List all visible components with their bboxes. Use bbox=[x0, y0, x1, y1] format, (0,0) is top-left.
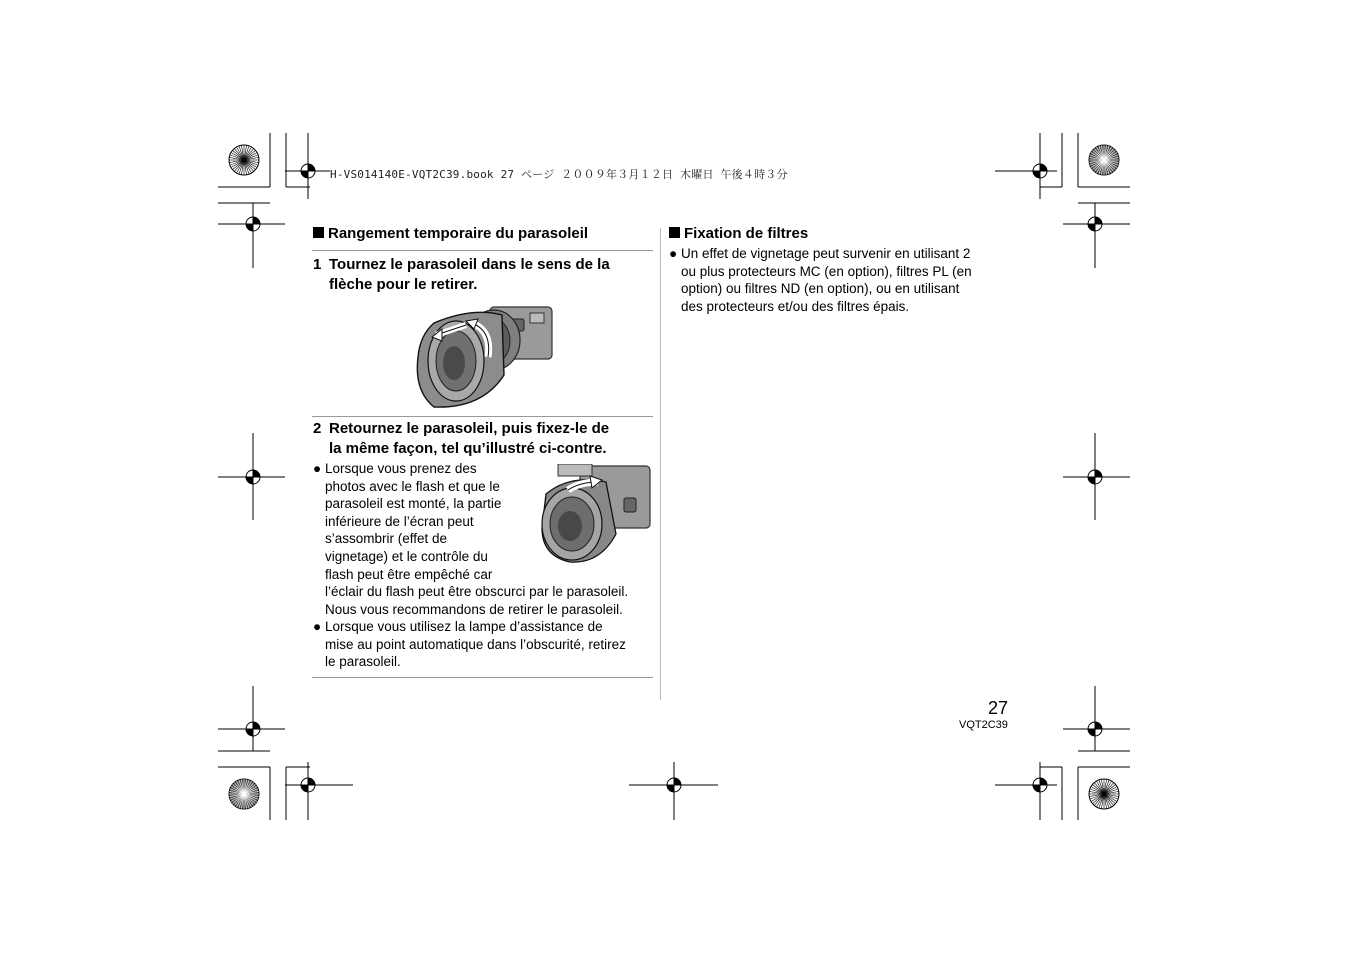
column-separator bbox=[660, 228, 661, 700]
registration-starburst-icon bbox=[227, 143, 261, 177]
section-title-hood-storage bbox=[313, 225, 588, 242]
bullet-icon: ● bbox=[313, 461, 322, 476]
lens-hood-removal-illustration bbox=[412, 305, 554, 411]
print-info-header: H-VS014140E-VQT2C39.book 27 ページ ２００９年３月１２日 木曜日 午後４時３分 bbox=[330, 168, 788, 181]
document-code: VQT2C39 bbox=[959, 719, 1008, 731]
bullet-line: photos avec le flash et que le bbox=[325, 478, 500, 494]
step-text-line: Tournez le parasoleil dans le sens de la bbox=[329, 256, 610, 273]
step-number: 1 bbox=[313, 256, 322, 273]
bullet-line: des protecteurs et/ou des filtres épais. bbox=[681, 298, 910, 314]
bullet-line: mise au point automatique dans l’obscurité, retirez bbox=[325, 636, 626, 652]
step-2 bbox=[313, 419, 653, 459]
bullet-line: Lorsque vous utilisez la lampe d’assistance de bbox=[325, 619, 603, 634]
section-square-icon bbox=[313, 227, 324, 238]
section-title-text: Fixation de filtres bbox=[684, 225, 809, 242]
registration-starburst-icon bbox=[1087, 143, 1121, 177]
step-text-line: la même façon, tel qu’illustré ci-contre. bbox=[329, 440, 607, 457]
step-text-line: flèche pour le retirer. bbox=[329, 276, 478, 293]
bullet-item-vignetting bbox=[669, 245, 1014, 321]
bullet-line: flash peut être empêché car bbox=[325, 566, 493, 582]
bullet-line: s’assombrir (effet de bbox=[325, 531, 448, 547]
divider bbox=[312, 250, 653, 251]
bullet-item-af-assist bbox=[313, 618, 658, 674]
step-1 bbox=[313, 255, 653, 295]
divider bbox=[312, 416, 653, 417]
bullet-icon: ● bbox=[313, 619, 322, 634]
bullet-line: option) ou filtres ND (en option), ou en utilisant bbox=[681, 281, 960, 297]
section-square-icon bbox=[669, 227, 680, 238]
bullet-line: parasoleil est monté, la partie bbox=[325, 496, 502, 512]
bullet-line: inférieure de l’écran peut bbox=[325, 513, 474, 529]
bullet-line: le parasoleil. bbox=[325, 654, 401, 670]
bullet-line: Lorsque vous prenez des bbox=[325, 461, 477, 476]
bullet-line: Nous vous recommandons de retirer le parasoleil. bbox=[325, 601, 623, 617]
section-title-text: Rangement temporaire du parasoleil bbox=[328, 225, 589, 242]
registration-starburst-icon bbox=[1087, 777, 1121, 811]
bullet-line: l’éclair du flash peut être obscurci par le parasoleil. bbox=[325, 584, 629, 600]
bullet-icon: ● bbox=[669, 246, 678, 261]
page-number: 27 bbox=[988, 698, 1009, 718]
registration-starburst-icon bbox=[227, 777, 261, 811]
section-title-filters bbox=[669, 225, 808, 242]
bullet-item-flash bbox=[313, 460, 658, 620]
bullet-line: vignetage) et le contrôle du bbox=[325, 548, 488, 564]
divider bbox=[312, 677, 653, 678]
step-text-line: Retournez le parasoleil, puis fixez-le de bbox=[329, 420, 610, 437]
bullet-line: ou plus protecteurs MC (en option), filtres PL (en bbox=[681, 263, 972, 279]
step-number: 2 bbox=[313, 420, 322, 437]
bullet-line: Un effet de vignetage peut survenir en utilisant 2 bbox=[681, 246, 971, 261]
